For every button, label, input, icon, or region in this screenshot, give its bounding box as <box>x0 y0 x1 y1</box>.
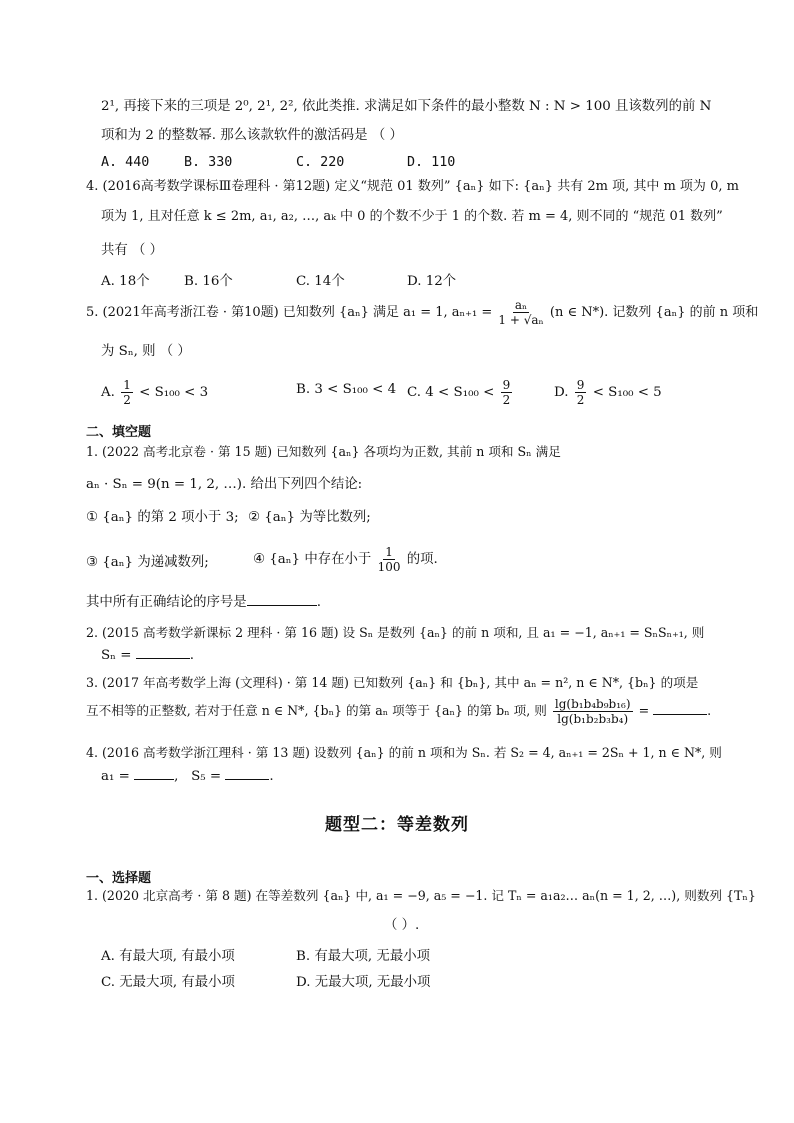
f4-a1-label: a₁ = <box>101 769 130 784</box>
f1-answer-prompt: 其中所有正确结论的序号是 <box>86 595 247 610</box>
f2-answer-blank <box>136 658 190 659</box>
q3-option-d: D. 110 <box>407 155 456 170</box>
q5-frac-den: 1 + √aₙ <box>498 313 544 327</box>
f4-s5-label: S₅ = <box>191 769 222 784</box>
q5-text-line2: 为 Sₙ, 则 （ ） <box>101 344 191 359</box>
d1-option-d: D. 无最大项, 无最小项 <box>296 975 431 990</box>
f1-conclusion-3: ③ {aₙ} 为递减数列; <box>86 555 209 570</box>
q4-option-b: B. 16个 <box>184 274 233 289</box>
section-heading-fill: 二、填空题 <box>86 425 152 440</box>
section-heading-choice: 一、选择题 <box>86 871 152 886</box>
q5-option-c <box>407 378 514 407</box>
q5-option-c-label: C. 4 < S₁₀₀ < <box>407 385 495 400</box>
q5-option-c-den: 2 <box>502 393 511 407</box>
q5-option-c-fraction <box>501 378 513 407</box>
q5-option-d-den: 2 <box>576 393 585 407</box>
f1-text-line1: 1. (2022 高考北京卷 · 第 15 题) 已知数列 {aₙ} 各项均为正数, 其前 n 项和 Sₙ 满足 <box>86 444 561 459</box>
q5-option-d-rest: < S₁₀₀ < 5 <box>592 385 662 400</box>
f1-c4-fraction <box>378 545 401 574</box>
q5-text-b: (n ∈ N*). 记数列 {aₙ} 的前 n 项和 <box>549 305 759 320</box>
f3-frac-den: lg(b₁b₂b₃b₄) <box>557 712 629 726</box>
f1-conclusion-2: ② {aₙ} 为等比数列; <box>248 510 371 525</box>
q5-option-a <box>101 378 208 407</box>
f3-text-line2-a: 互不相等的正整数, 若对于任意 n ∈ N*, {bₙ} 的第 aₙ 项等于 {aₙ} 的第 bₙ 项, 则 <box>86 703 547 718</box>
q5-frac-num: aₙ <box>514 298 528 312</box>
d1-option-b: B. 有最大项, 无最小项 <box>296 949 430 964</box>
q5-fraction <box>498 298 543 327</box>
q3-option-b: B. 330 <box>184 155 233 170</box>
q5-option-d-num: 9 <box>576 378 585 392</box>
q5-option-a-num: 1 <box>123 378 131 392</box>
f4-text-line2: a₁ = , S₅ = . <box>101 769 274 784</box>
q5-option-d-label: D. <box>554 385 569 400</box>
f2-answer-prompt: Sₙ = <box>101 648 132 663</box>
q5-option-a-label: A. <box>101 385 115 400</box>
f3-text-line1: 3. (2017 年高考数学上海 (文理科) · 第 14 题) 已知数列 {aₙ} 和 {bₙ}, 其中 aₙ = n², n ∈ N*, {bₙ} 的项是 <box>86 675 699 690</box>
f1-answer-blank <box>247 605 317 606</box>
q3-option-c: C. 220 <box>296 155 345 170</box>
q5-text-line1 <box>86 298 758 327</box>
f3-fraction <box>553 697 633 726</box>
q4-text-line1: 4. (2016高考数学课标Ⅲ卷理科 · 第12题) 定义“规范 01 数列” {aₙ} 如下: {aₙ} 共有 2m 项, 其中 m 项为 0, m <box>86 179 739 194</box>
q5-text-a: 5. (2021年高考浙江卷 · 第10题) 已知数列 {aₙ} 满足 a₁ = 1, aₙ₊₁ = <box>86 305 493 320</box>
q4-text-line3: 共有 （ ） <box>101 243 164 258</box>
section-title: 题型二：等差数列 <box>325 815 469 835</box>
f4-a1-blank <box>134 779 174 780</box>
f4-text-line1: 4. (2016 高考数学浙江理科 · 第 13 题) 设数列 {aₙ} 的前 n 项和为 Sₙ. 若 S₂ = 4, aₙ₊₁ = 2Sₙ + 1, n ∈ N*, 则 <box>86 745 722 760</box>
f1-text-line5: 其中所有正确结论的序号是 . <box>86 595 321 610</box>
f2-text-line1: 2. (2015 高考数学新课标 2 理科 · 第 16 题) 设 Sₙ 是数列 {aₙ} 的前 n 项和, 且 a₁ = −1, aₙ₊₁ = SₙSₙ₊₁, 则 <box>86 625 705 640</box>
f2-text-line2: Sₙ = . <box>101 648 194 663</box>
q5-option-a-den: 2 <box>123 393 131 407</box>
f1-c4-num: 1 <box>385 545 393 559</box>
f3-answer-blank <box>653 714 707 715</box>
d1-text-line1: 1. (2020 北京高考 · 第 8 题) 在等差数列 {aₙ} 中, a₁ = −9, a₅ = −1. 记 Tₙ = a₁a₂… aₙ(n = 1, 2, …), 则数列 {Tₙ} <box>86 888 756 903</box>
q3-text-line2: 项和为 2 的整数幂. 那么该款软件的激活码是 （ ） <box>101 128 403 143</box>
f1-text-line2: aₙ · Sₙ = 9(n = 1, 2, …). 给出下列四个结论: <box>86 477 363 492</box>
q3-text-line1: 2¹, 再接下来的三项是 2⁰, 2¹, 2², 依此类推. 求满足如下条件的最小整数 N : N > 100 且该数列的前 N <box>101 99 712 114</box>
d1-option-a: A. 有最大项, 有最小项 <box>101 949 235 964</box>
f3-text-line2: 互不相等的正整数, 若对于任意 n ∈ N*, {bₙ} 的第 aₙ 项等于 {aₙ} 的第 bₙ 项, 则 $\frac{\text{lg(b₁b₄b₉b₁₆)}}{\text{lg(b₁b₂b₃b₄)}}$ = . <box>86 697 712 726</box>
f1-c4-rest: 的项. <box>406 552 438 567</box>
f3-equals: = <box>638 703 650 718</box>
q4-text-line2: 项为 1, 且对任意 k ≤ 2m, a₁, a₂, …, aₖ 中 0 的个数不少于 1 的个数. 若 m = 4, 则不同的 “规范 01 数列” <box>101 209 723 224</box>
q5-option-b: B. 3 < S₁₀₀ < 4 <box>296 382 397 397</box>
q4-option-a: A. 18个 <box>101 274 150 289</box>
q5-option-d-fraction <box>575 378 587 407</box>
f1-c4-den: 100 <box>377 560 401 574</box>
q5-option-c-num: 9 <box>502 378 511 392</box>
f4-s5-blank <box>225 779 269 780</box>
f3-frac-num: lg(b₁b₄b₉b₁₆) <box>554 697 631 711</box>
q3-option-a: A. 440 <box>101 155 150 170</box>
f1-conclusion-4 <box>253 545 438 574</box>
d1-option-c: C. 无最大项, 有最小项 <box>101 975 235 990</box>
q4-option-d: D. 12个 <box>407 274 457 289</box>
f1-conclusion-1: ① {aₙ} 的第 2 项小于 3; <box>86 510 239 525</box>
q5-option-a-fraction <box>121 378 133 407</box>
q4-option-c: C. 14个 <box>296 274 345 289</box>
d1-text-line2: （ ）. <box>384 918 420 933</box>
f1-c4-text: ④ {aₙ} 中存在小于 <box>253 552 372 567</box>
q5-option-d <box>554 378 662 407</box>
q5-option-a-rest: < S₁₀₀ < 3 <box>139 385 209 400</box>
